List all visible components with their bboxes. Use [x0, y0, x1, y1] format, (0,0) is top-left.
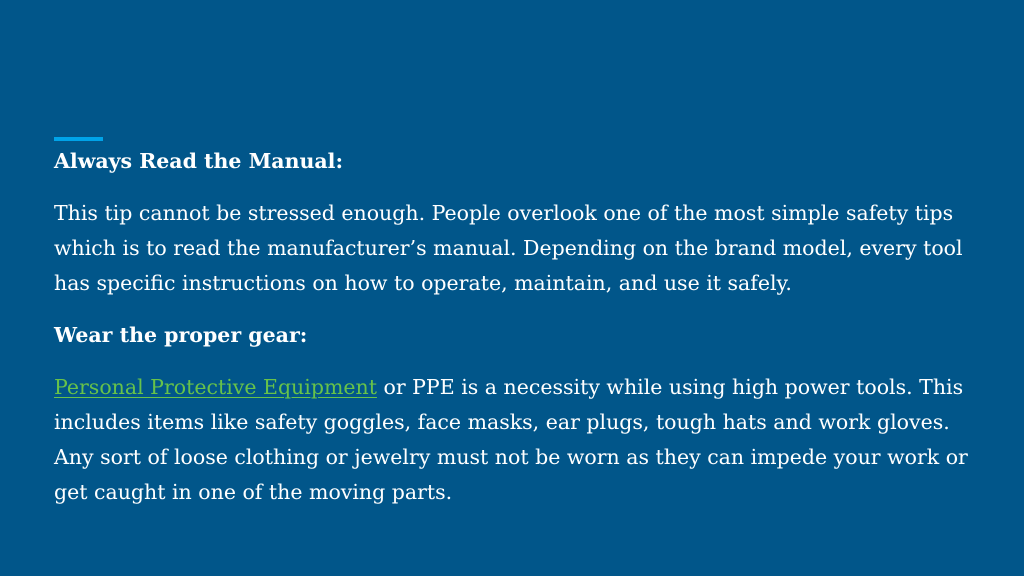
section-heading-gear: Wear the proper gear: — [54, 323, 308, 347]
title-accent-bar — [54, 137, 103, 141]
slide-content — [54, 144, 974, 510]
section-body-manual: This tip cannot be stressed enough. People overlook one of the most simple safety tips which is to read the manufacturer’s manual. Depending on the brand model, every tool has specific instructions on how to operate, maintain, and use it safely. — [54, 201, 963, 295]
section-body-gear-text: or PPE is a necessity while using high power tools. This includes items like safety goggles, face masks, ear plugs, tough hats and work gloves. Any sort of loose clothing or jewelry must not be worn as they can impede your work or get caught in one of the moving parts. — [54, 375, 968, 504]
section-body-gear — [54, 370, 974, 510]
section-heading-manual: Always Read the Manual: — [54, 149, 344, 173]
ppe-link[interactable]: Personal Protective Equipment — [54, 375, 377, 399]
